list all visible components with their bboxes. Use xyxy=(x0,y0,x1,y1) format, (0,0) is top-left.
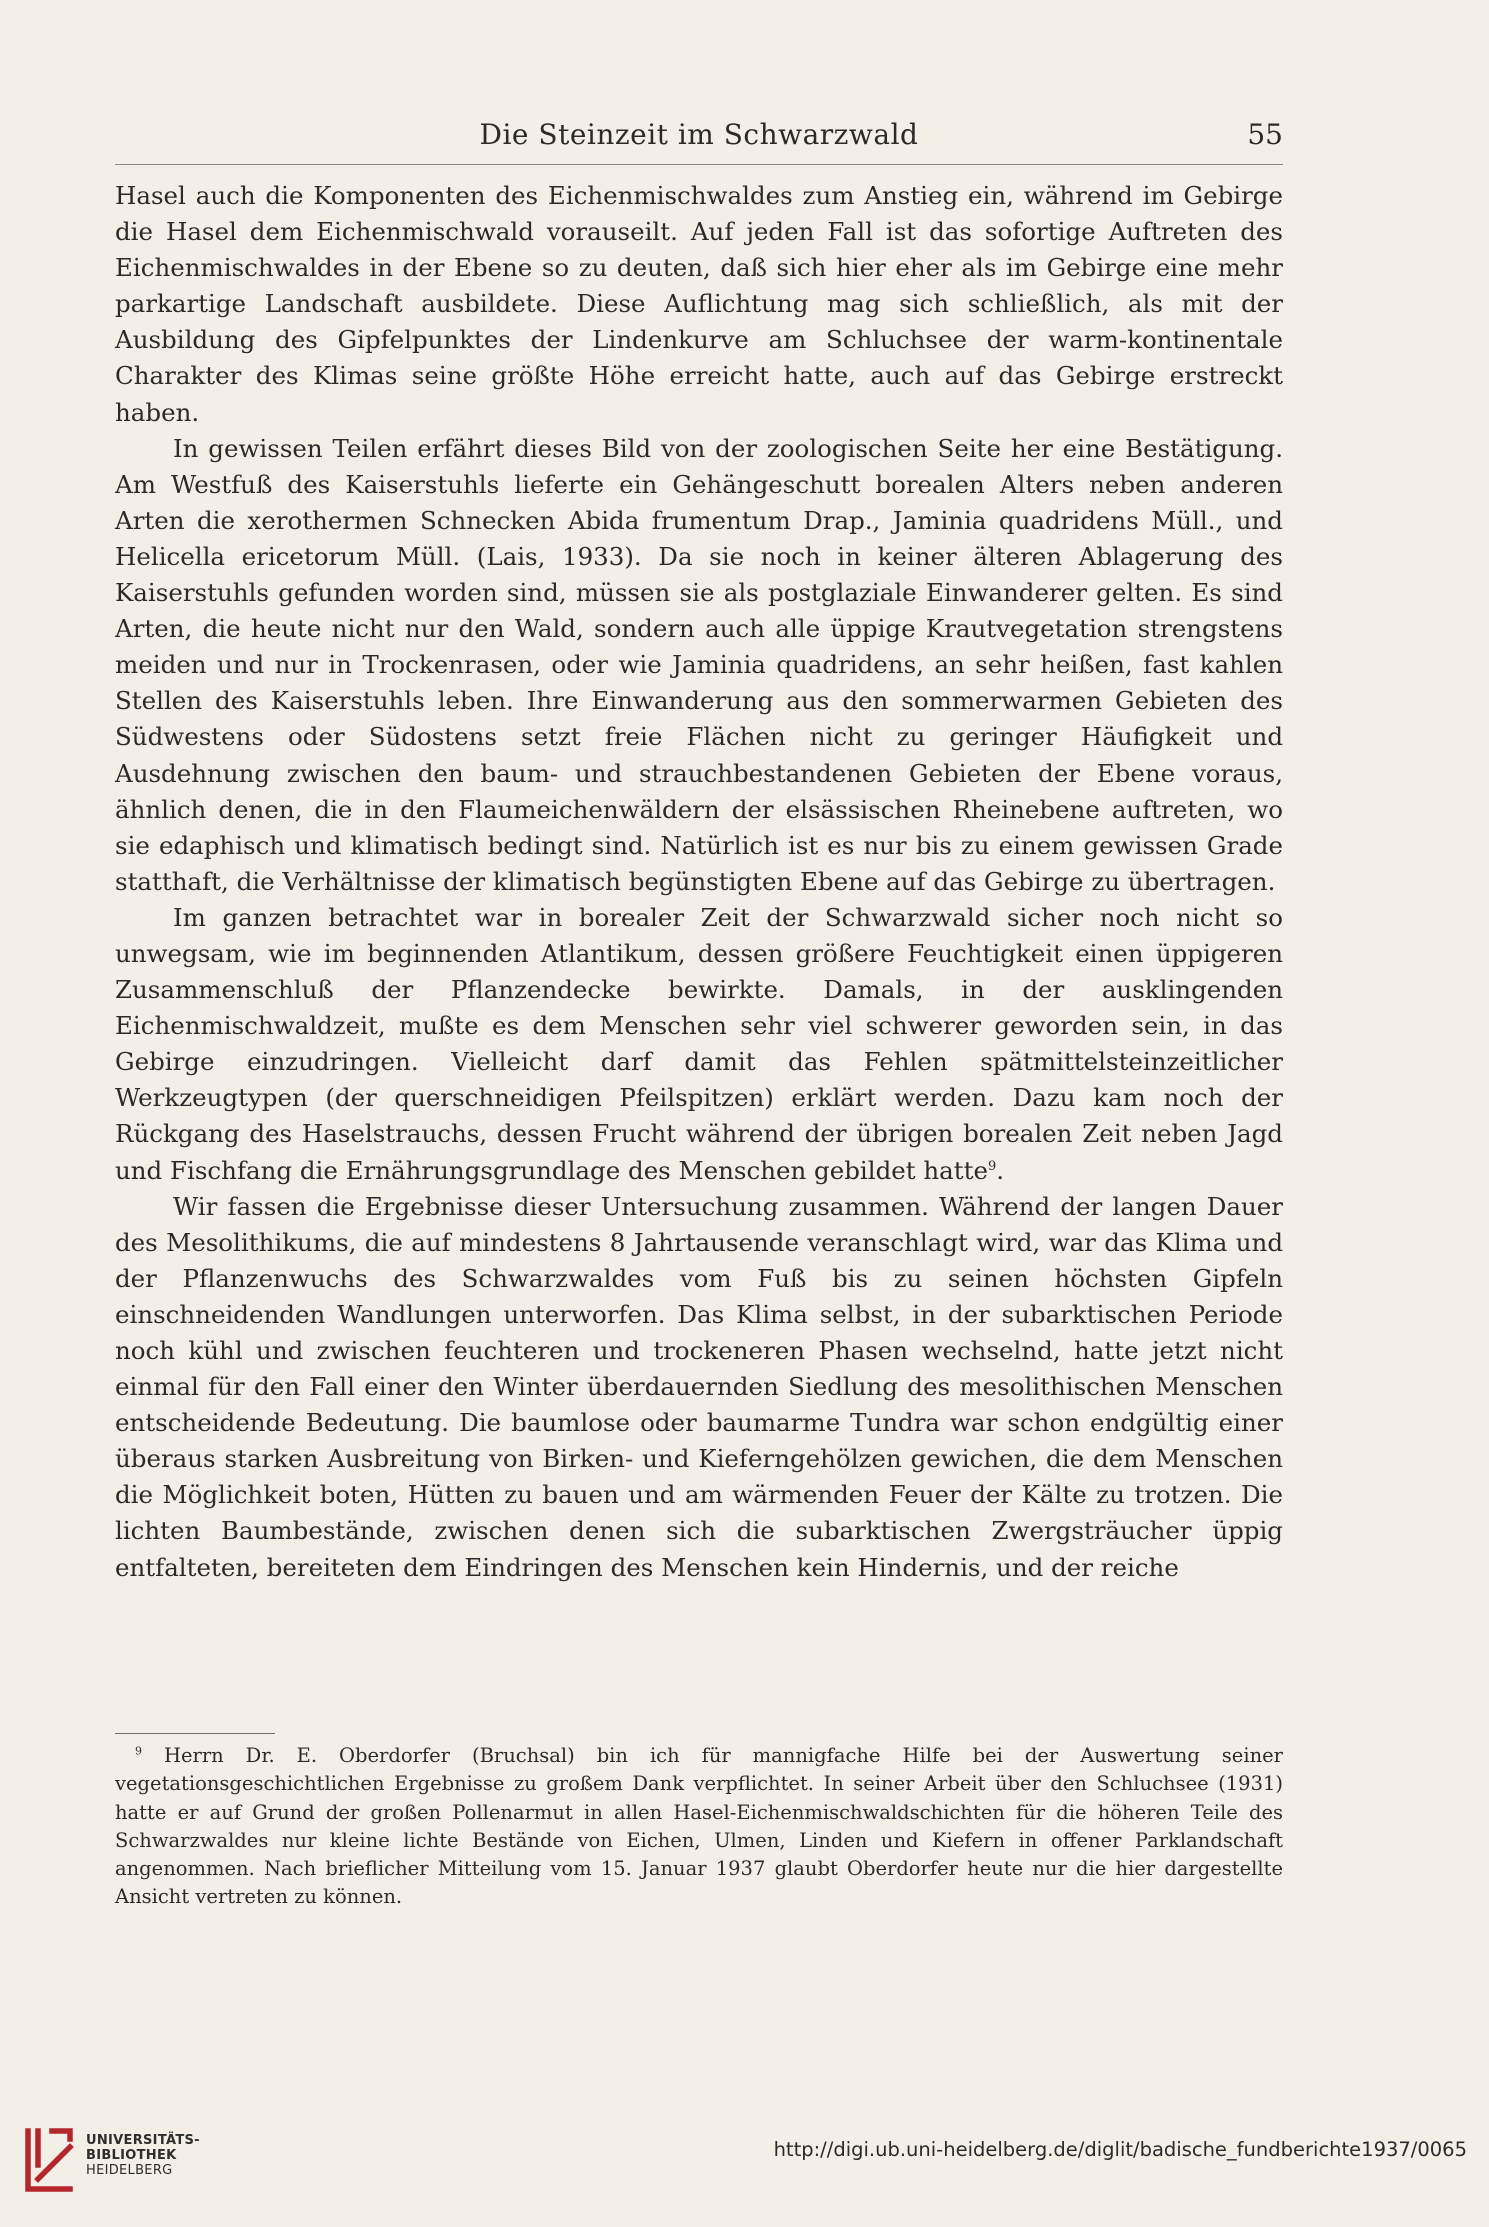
running-title: Die Steinzeit im Schwarzwald xyxy=(479,118,919,151)
library-name-line-2: BIBLIOTHEK xyxy=(86,2148,177,2163)
footnote-marker: 9 xyxy=(135,1744,142,1758)
paragraph-3-text: Im ganzen betrachtet war in borealer Zeit der Schwarzwald sicher noch nicht so unwegsam, wie im beginnenden Atlantikum, dessen größere Feuchtigkeit einen üppigeren Zusammenschluß der Pflanzendecke bewirkte. Damals, in der ausklingenden Eichenmischwaldzeit, mußte es dem Menschen sehr viel schwerer geworden sein, in das Gebirge einzudringen. Vielleicht darf damit das Fehlen spätmittelsteinzeitlicher Werkzeugtypen (der querschneidigen Pfeilspitzen) erklärt werden. Dazu kam noch der Rückgang des Haselstrauchs, dessen Frucht während der übrigen borealen Zeit neben Jagd und Fischfang die Ernährungsgrundlage des Menschen gebildet hatte xyxy=(115,902,1283,1185)
paragraph-3-end: . xyxy=(996,1155,1005,1185)
page-number: 55 xyxy=(1247,118,1283,151)
paragraph-1: Hasel auch die Komponenten des Eichenmischwaldes zum Anstieg ein, während im Gebirge die Hasel dem Eichenmischwald vorauseilt. Auf jeden Fall ist das sofortige Auftreten des Eichenmischwaldes in der Ebene so zu deuten, daß sich hier eher als im Gebirge eine mehr parkartige Landschaft ausbildete. Diese Auflichtung mag sich schließlich, als mit der Ausbildung des Gipfelpunktes der Lindenkurve am Schluchsee der warm-kontinentale Charakter des Klimas seine größte Höhe erreicht hatte, auch auf das Gebirge erstreckt haben. xyxy=(115,181,1283,427)
footnote-text: Herrn Dr. E. Oberdorfer (Bruchsal) bin ich für mannigfache Hilfe bei der Auswertung seiner vegetationsgeschichtlichen Ergebnisse zu großem Dank verpflichtet. In seiner Arbeit über den Schluchsee (1931) hatte er auf Grund der großen Pollenarmut in allen Hasel-Eichenmischwaldschichten für die höheren Teile des Schwarzwaldes nur kleine lichte Bestände von Eichen, Ulmen, Linden und Kiefern in offener Parklandschaft angenommen. Nach brieflicher Mitteilung vom 15. Januar 1937 glaubt Oberdorfer heute nur die hier dargestellte Ansicht vertreten zu können. xyxy=(115,1744,1283,1909)
footnote xyxy=(115,1742,1283,1912)
footnote-reference[interactable]: 9 xyxy=(987,1158,997,1174)
paragraph-3 xyxy=(115,900,1283,1189)
header-divider xyxy=(115,164,1283,165)
paragraph-4: Wir fassen die Ergebnisse dieser Untersuchung zusammen. Während der langen Dauer des Mesolithikums, die auf mindestens 8 Jahrtausende veranschlagt wird, war das Klima und der Pflanzenwuchs des Schwarzwaldes vom Fuß bis zu seinen höchsten Gipfeln einschneidenden Wandlungen unterworfen. Das Klima selbst, in der subarktischen Periode noch kühl und zwischen feuchteren und trockeneren Phasen wechselnd, hatte jetzt nicht einmal für den Fall einer den Winter überdauernden Siedlung des mesolithischen Menschen entscheidende Bedeutung. Die baumlose oder baumarme Tundra war schon endgültig einer überaus starken Ausbreitung von Birken- und Kieferngehölzen gewichen, die dem Menschen die Möglichkeit boten, Hütten zu bauen und am wärmenden Feuer der Kälte zu trotzen. Die lichten Baumbestände, zwischen denen sich die subarktischen Zwergsträucher üppig entfalteten, bereiteten dem Eindringen des Menschen kein Hindernis, und der reiche xyxy=(115,1191,1283,1582)
paragraph-2: In gewissen Teilen erfährt dieses Bild von der zoologischen Seite her eine Bestätigung. Am Westfuß des Kaiserstuhls lieferte ein Gehängeschutt borealen Alters neben anderen Arten die xerothermen Schnecken Abida frumentum Drap., Jaminia quadridens Müll., und Helicella ericetorum Müll. (Lais, 1933). Da sie noch in keiner älteren Ablagerung des Kaiserstuhls gefunden worden sind, müssen sie als postglaziale Einwanderer gelten. Es sind Arten, die heute nicht nur den Wald, sondern auch alle üppige Krautvegetation strengstens meiden und nur in Trockenrasen, oder wie Jaminia quadridens, an sehr heißen, fast kahlen Stellen des Kaiserstuhls leben. Ihre Einwanderung aus den sommerwarmen Gebieten des Südwestens oder Südostens setzt freie Flächen nicht zu geringer Häufigkeit und Ausdehnung zwischen den baum- und strauchbestandenen Gebieten der Ebene voraus, ähnlich denen, die in den Flaumeichenwäldern der elsässischen Rheinebene auftreten, wo sie edaphisch und klimatisch bedingt sind. Natürlich ist es nur bis zu einem gewissen Grade statthaft, die Verhältnisse der klimatisch begünstigten Ebene auf das Gebirge zu übertragen. xyxy=(115,433,1283,896)
library-name-line-3: HEIDELBERG xyxy=(86,2163,173,2178)
library-name-line-1: UNIVERSITÄTS- xyxy=(86,2133,200,2148)
university-library-logo-icon[interactable] xyxy=(22,2125,76,2195)
footnote-divider xyxy=(115,1733,275,1734)
body-text xyxy=(115,178,1283,1586)
library-name xyxy=(86,2133,200,2178)
source-url-link[interactable]: http://digi.ub.uni-heidelberg.de/diglit/badische_fundberichte1937/0065 xyxy=(773,2138,1467,2161)
page-footer xyxy=(0,2110,1489,2227)
page-header xyxy=(115,118,1283,158)
